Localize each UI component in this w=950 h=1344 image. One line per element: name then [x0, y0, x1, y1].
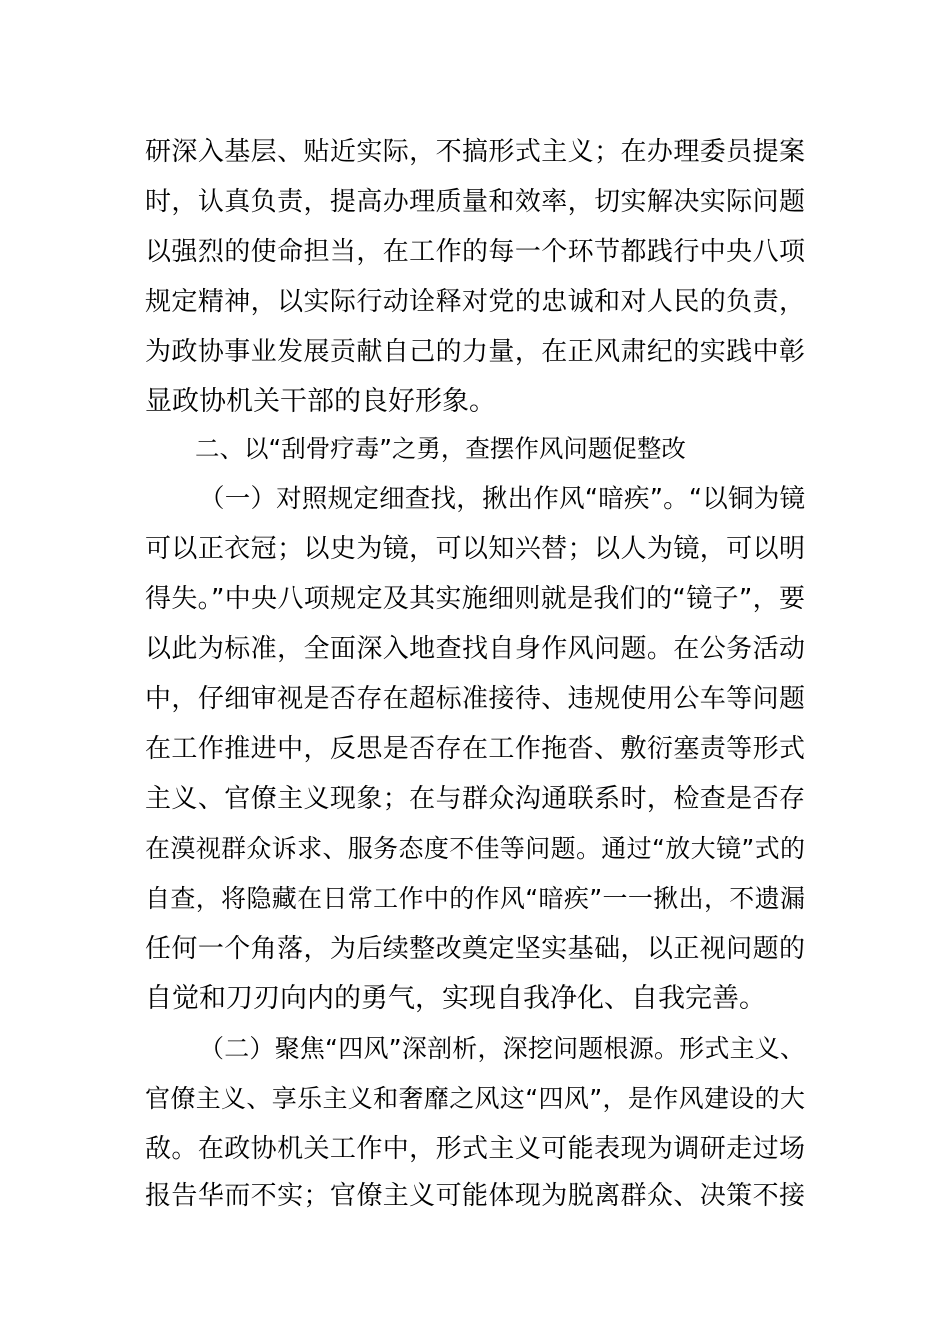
paragraph-line: 官僚主义、享乐主义和奢靡之风这“四风”，是作风建设的大 — [145, 1084, 805, 1113]
paragraph-line: 显政协机关干部的良好形象。 — [145, 386, 496, 417]
paragraph-line: 中，仔细审视是否存在超标准接待、违规使用公车等问题 — [145, 684, 805, 714]
paragraph-line: 可以正衣冠；以史为镜，可以知兴替；以人为镜，可以明 — [145, 534, 805, 564]
paragraph-line: 在工作推进中，反思是否存在工作拖沓、敷衍塞责等形式 — [145, 734, 805, 764]
paragraph-line: 敌。在政协机关工作中，形式主义可能表现为调研走过场 — [145, 1134, 805, 1164]
paragraph-line: 研深入基层、贴近实际，不搞形式主义；在办理委员提案 — [145, 137, 805, 167]
paragraph-line: 主义、官僚主义现象；在与群众沟通联系时，检查是否存 — [145, 784, 805, 814]
paragraph-line: 以此为标准，全面深入地查找自身作风问题。在公务活动 — [145, 634, 805, 664]
paragraph-line: 报告华而不实；官僚主义可能体现为脱离群众、决策不接 — [145, 1181, 805, 1211]
subsection-heading-line: （二）聚焦“四风”深剖析，深挖问题根源。形式主义、 — [199, 1034, 805, 1063]
paragraph-line: 自查，将隐藏在日常工作中的作风“暗疾”一一揪出，不遗漏 — [145, 884, 805, 913]
paragraph-line: 任何一个角落，为后续整改奠定坚实基础，以正视问题的 — [145, 934, 805, 964]
paragraph-line: 在漠视群众诉求、服务态度不佳等问题。通过“放大镜”式的 — [145, 834, 805, 863]
paragraph-line: 以强烈的使命担当，在工作的每一个环节都践行中央八项 — [145, 237, 805, 267]
subsection-heading-line: （一）对照规定细查找，揪出作风“暗疾”。“以铜为镜 — [199, 484, 805, 514]
paragraph-line: 为政协事业发展贡献自己的力量，在正风肃纪的实践中彰 — [145, 337, 805, 367]
paragraph-line: 自觉和刀刃向内的勇气，实现自我净化、自我完善。 — [145, 983, 766, 1014]
paragraph-line: 得失。”中央八项规定及其实施细则就是我们的“镜子”，要 — [145, 584, 805, 614]
section-heading: 二、以“刮骨疗毒”之勇，查摆作风问题促整改 — [195, 434, 686, 463]
paragraph-line: 时，认真负责，提高办理质量和效率，切实解决实际问题 — [145, 187, 805, 217]
paragraph-line: 规定精神，以实际行动诠释对党的忠诚和对人民的负责， — [145, 287, 805, 317]
